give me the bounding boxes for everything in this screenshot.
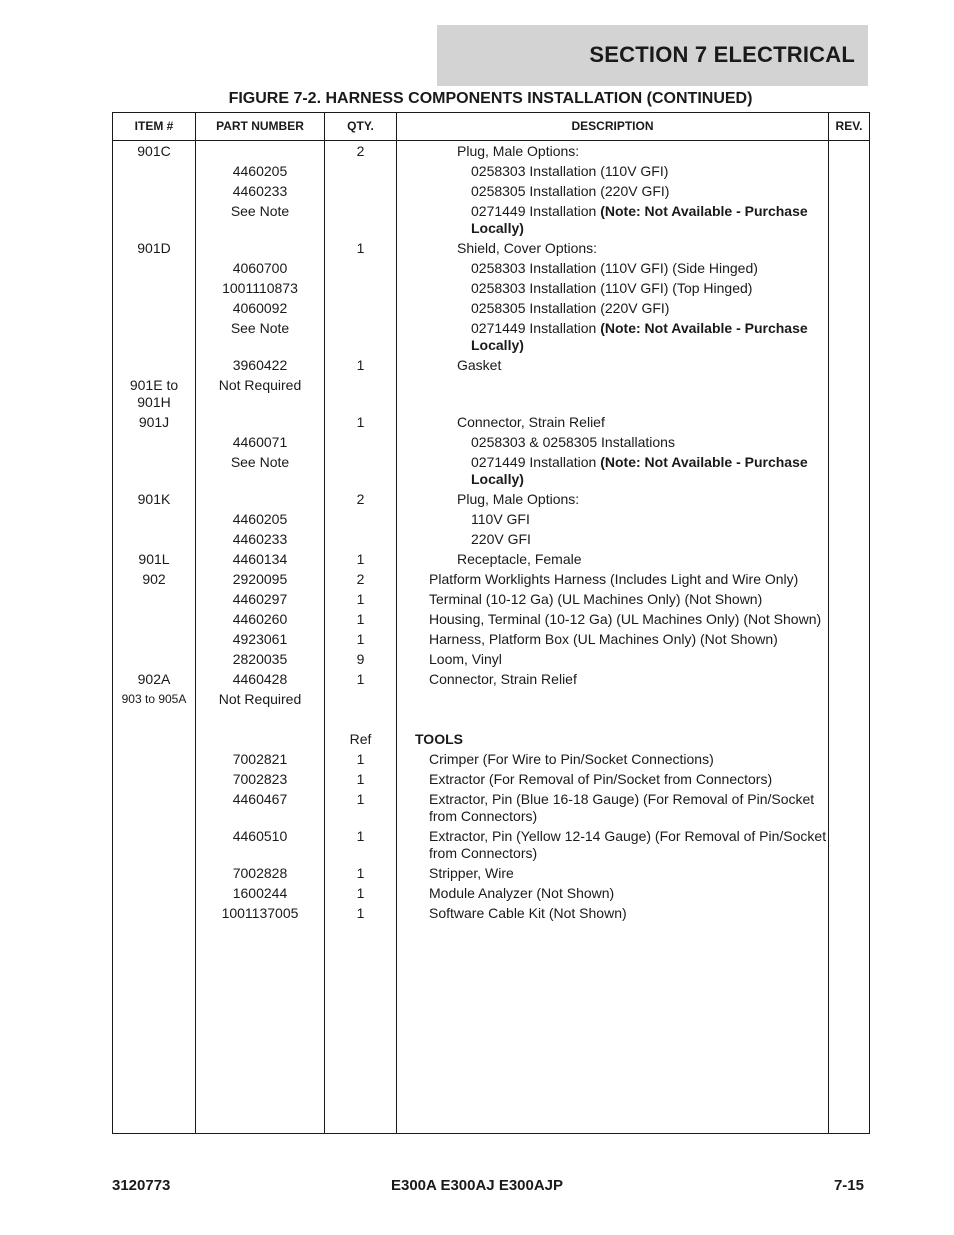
table-row [113,298,869,318]
column-header-qty: QTY. [347,119,374,133]
description: Housing, Terminal (10-12 Ga) (UL Machines Only) (Not Shown) [429,611,822,627]
description [471,203,817,237]
quantity: 1 [356,828,365,844]
part-number: 4060700 [232,260,288,276]
description: Receptacle, Female [457,551,582,567]
table-row [113,432,869,452]
quantity: 1 [356,771,365,787]
part-number: 7002823 [232,771,288,787]
part-number: 4460205 [232,511,288,527]
description: 0258305 Installation (220V GFI) [471,183,670,199]
description-text: 0271449 Installation [471,203,601,219]
table-row [113,181,869,201]
quantity: 9 [356,651,365,667]
part-number: Not Required [218,691,302,707]
row-spacer [113,709,869,729]
part-number: 4460233 [232,183,288,199]
description [457,377,823,411]
part-number: 4460134 [232,551,288,567]
part-number: 4460071 [232,434,288,450]
part-number: 7002821 [232,751,288,767]
item-number [113,377,195,411]
part-number: 4460428 [232,671,288,687]
table-row [113,529,869,549]
table-row [113,609,869,629]
part-number: 7002828 [232,865,288,881]
table-row [113,729,869,749]
item-number: 901D [137,240,171,256]
table-row [113,355,869,375]
description: 110V GFI [471,511,530,527]
quantity: 2 [356,143,365,159]
table-body [113,141,869,923]
column-header-description: DESCRIPTION [571,119,654,133]
quantity: 1 [356,414,365,430]
quantity: 1 [356,791,365,807]
item-number: 901L [138,551,170,567]
table-row [113,789,869,826]
section-heading-tools: TOOLS [415,731,463,747]
table-row [113,826,869,863]
description: Extractor, Pin (Yellow 12-14 Gauge) (For Removal of Pin/Socket from Connectors) [429,828,827,861]
quantity: 1 [356,905,365,921]
description: Platform Worklights Harness (Includes Light and Wire Only) [429,571,799,587]
description: Terminal (10-12 Ga) (UL Machines Only) (Not Shown) [429,591,763,607]
part-number: See Note [230,203,290,219]
description: Stripper, Wire [429,865,514,881]
table-row [113,883,869,903]
part-number: 4460467 [232,791,288,807]
table-row [113,649,869,669]
description: 0258303 & 0258305 Installations [471,434,675,450]
table-row [113,141,869,161]
quantity: 1 [356,751,365,767]
description: Harness, Platform Box (UL Machines Only) (Not Shown) [429,631,778,647]
availability-note: (Note: Not Available - Purchase Locally) [471,203,808,236]
item-number: 901K [137,491,171,507]
part-number: 4923061 [232,631,288,647]
table-row [113,489,869,509]
description [429,691,829,708]
table-row [113,629,869,649]
table-row [113,238,869,258]
quantity: 1 [356,611,365,627]
part-number: 4460297 [232,591,288,607]
quantity: 2 [356,491,365,507]
table-row [113,258,869,278]
description: Plug, Male Options: [457,491,580,507]
table-row [113,412,869,432]
part-number: 4460510 [232,828,288,844]
description: Extractor, Pin (Blue 16-18 Gauge) (For Removal of Pin/Socket from Connectors) [429,791,815,824]
description: Extractor (For Removal of Pin/Socket from Connectors) [429,771,773,787]
description: Loom, Vinyl [429,651,502,667]
description: Software Cable Kit (Not Shown) [429,905,627,921]
table-row [113,569,869,589]
availability-note: (Note: Not Available - Purchase Locally) [471,454,808,487]
item-number: 901C [137,143,171,159]
figure-title: FIGURE 7-2. HARNESS COMPONENTS INSTALLATION (CONTINUED) [228,90,753,107]
quantity: 1 [356,591,365,607]
quantity: 1 [356,240,365,256]
part-number: 1001137005 [221,905,299,921]
table-row [113,509,869,529]
quantity: 1 [356,865,365,881]
availability-note: (Note: Not Available - Purchase Locally) [471,320,808,353]
quantity: 1 [356,885,365,901]
quantity: 2 [356,571,365,587]
description: Crimper (For Wire to Pin/Socket Connections) [429,751,714,767]
table-row [113,589,869,609]
item-number-line-2: 901H [137,394,171,410]
description: Module Analyzer (Not Shown) [429,885,615,901]
part-number: 2920095 [232,571,288,587]
column-header-item: ITEM # [134,119,174,133]
quantity: Ref [349,731,372,747]
item-number: 903 to 905A [121,692,187,706]
section-title: SECTION 7 ELECTRICAL [589,42,855,67]
part-number: 4460205 [232,163,288,179]
part-number: Not Required [218,377,302,393]
quantity: 1 [356,357,365,373]
table-row [113,318,869,355]
item-number: 901J [138,414,170,430]
model-numbers: E300A E300AJ E300AJP [390,1177,564,1194]
table-row [113,549,869,569]
part-number: 4060092 [232,300,288,316]
table-row [113,769,869,789]
item-number: 902A [137,671,171,687]
description: 0258303 Installation (110V GFI) (Side Hinged) [471,260,758,276]
column-header-rev: REV. [835,119,863,133]
description [471,454,817,488]
description: Connector, Strain Relief [429,671,577,687]
section-header-band [437,25,868,86]
part-number: 2820035 [232,651,288,667]
item-number-line-1: 901E to [129,377,179,393]
page-number: 7-15 [833,1177,864,1194]
description: Plug, Male Options: [457,143,580,159]
table-row [113,903,869,923]
part-number: 1001110873 [222,280,298,296]
table-row [113,863,869,883]
part-number: See Note [230,454,290,470]
part-number: See Note [230,320,290,336]
part-number: 1600244 [232,885,288,901]
description: Gasket [457,357,502,373]
part-number: 3960422 [232,357,288,373]
description: 0258303 Installation (110V GFI) (Top Hinged) [471,280,753,296]
table-row [113,161,869,181]
description: Connector, Strain Relief [457,414,605,430]
table-row [113,749,869,769]
description: 0258305 Installation (220V GFI) [471,300,670,316]
quantity: 1 [356,551,365,567]
item-number: 902 [142,571,166,587]
manual-number: 3120773 [112,1177,171,1194]
table-row [113,375,869,412]
description-text: 0271449 Installation [471,454,601,470]
table-row [113,201,869,238]
description [471,320,817,354]
part-number: 4460233 [232,531,288,547]
description: Shield, Cover Options: [457,240,598,256]
part-number: 4460260 [232,611,288,627]
description: 0258303 Installation (110V GFI) [471,163,669,179]
table-row [113,452,869,489]
table-row [113,689,869,709]
parts-table [112,112,870,1134]
description-text: 0271449 Installation [471,320,601,336]
table-row [113,278,869,298]
column-header-part-number: PART NUMBER [216,119,304,133]
quantity: 1 [356,671,365,687]
table-row [113,669,869,689]
quantity: 1 [356,631,365,647]
description: 220V GFI [471,531,531,547]
